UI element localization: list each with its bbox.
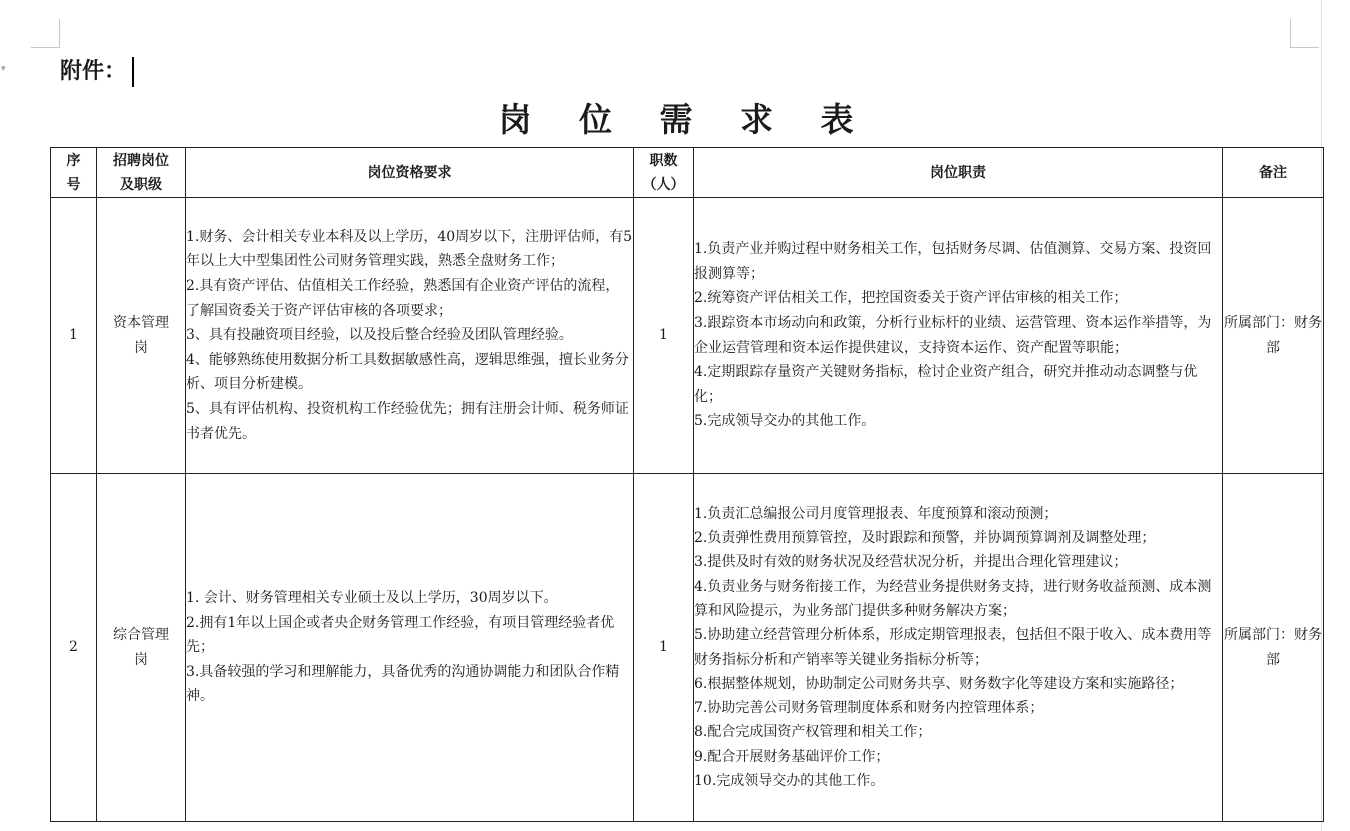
header-position: 招聘岗位及职级 [97, 148, 186, 198]
qualification-item: 2.拥有1年以上国企或者央企财务管理工作经验，有项目管理经验者优先； [186, 614, 615, 656]
table-header-row [51, 148, 1324, 198]
header-remarks: 备注 [1223, 148, 1324, 198]
attachment-text: 附件： [60, 59, 127, 84]
cell-position: 资本管理岗 [97, 198, 186, 474]
table-row [51, 198, 1324, 474]
cell-duties [694, 198, 1223, 474]
text-cursor [132, 57, 134, 87]
header-duties: 岗位职责 [694, 148, 1223, 198]
duty-item: 10.完成领导交办的其他工作。 [694, 772, 885, 789]
page-corner-mark-top-right [1290, 19, 1319, 48]
qualification-item: 5、具有评估机构、投资机构工作经验优先；拥有注册会计师、税务师证书者优先。 [186, 400, 629, 442]
cell-remarks: 所属部门：财务部 [1223, 474, 1324, 822]
qualification-item: 3、具有投融资项目经验，以及投后整合经验及团队管理经验。 [186, 327, 573, 344]
qualification-item: 3.具备较强的学习和理解能力，具备优秀的沟通协调能力和团队合作精神。 [186, 663, 620, 705]
cell-qualifications [186, 474, 634, 822]
duty-item: 9.配合开展财务基础评价工作； [694, 748, 890, 765]
duty-item: 5.协助建立经营管理分析体系，形成定期管理报表，包括但不限于收入、成本费用等财务指标分析和产销率等关键业务指标分析等； [694, 627, 1212, 668]
page-title: 岗 位 需 求 表 [498, 100, 872, 139]
qualification-item: 2.具有资产评估、估值相关工作经验，熟悉国有企业资产评估的流程，了解国资委关于资产评估审核的各项要求； [186, 278, 620, 319]
duty-item: 7.协助完善公司财务管理制度体系和财务内控管理体系； [694, 700, 1044, 717]
duty-item: 5.完成领导交办的其他工作。 [694, 413, 876, 430]
duty-item: 1.负责产业并购过程中财务相关工作，包括财务尽调、估值测算、交易方案、投资回报测算等； [694, 241, 1212, 282]
attachment-label[interactable] [60, 55, 134, 89]
cell-duties [694, 474, 1223, 822]
cell-count: 1 [634, 198, 694, 474]
qualification-item: 1. 会计、财务管理相关专业硕士及以上学历，30周岁以下。 [186, 590, 558, 607]
duty-item: 6.根据整体规划，协助制定公司财务共享、财务数字化等建设方案和实施路径； [694, 675, 1184, 692]
duty-item: 2.统筹资产评估相关工作，把控国资委关于资产评估审核的相关工作； [694, 290, 1128, 307]
requirements-table [50, 147, 1324, 822]
duty-item: 8.配合完成国资产权管理和相关工作； [694, 724, 932, 741]
duty-item: 2.负责弹性费用预算管控，及时跟踪和预警，并协调预算调剂及调整处理； [694, 530, 1156, 547]
cell-remarks: 所属部门：财务部 [1223, 198, 1324, 474]
duty-item: 4.负责业务与财务衔接工作，为经营业务提供财务支持，进行财务收益预测、成本测算和风险提示，为业务部门提供多种财务解决方案； [694, 578, 1212, 619]
qualification-item: 1.财务、会计相关专业本科及以上学历，40周岁以下，注册评估师，有5年以上大中型集团性公司财务管理实践，熟悉全盘财务工作； [186, 228, 633, 270]
qualification-item: 4、能够熟练使用数据分析工具数据敏感性高，逻辑思维强，擅长业务分析、项目分析建模。 [186, 351, 629, 393]
duty-item: 3.跟踪资本市场动向和政策，分析行业标杆的业绩、运营管理、资本运作举措等，为企业运营管理和资本运作提供建议，支持资本运作、资产配置等职能； [694, 314, 1212, 356]
cell-count: 1 [634, 474, 694, 822]
cell-position: 综合管理岗 [97, 474, 186, 822]
header-index: 序号 [51, 148, 97, 198]
header-qualifications: 岗位资格要求 [186, 148, 634, 198]
page-corner-mark-top-left [31, 19, 60, 48]
ruler-arrow-icon: ▾ [1, 64, 6, 74]
header-count: 职数（人） [634, 148, 694, 198]
cell-qualifications [186, 198, 634, 474]
cell-index: 2 [51, 474, 97, 822]
duty-item: 3.提供及时有效的财务状况及经营状况分析，并提出合理化管理建议； [694, 554, 1128, 571]
table-row [51, 474, 1324, 822]
cell-index: 1 [51, 198, 97, 474]
duty-item: 4.定期跟踪存量资产关键财务指标，检讨企业资产组合，研究并推动动态调整与优化； [694, 364, 1198, 405]
duty-item: 1.负责汇总编报公司月度管理报表、年度预算和滚动预测； [694, 505, 1058, 522]
